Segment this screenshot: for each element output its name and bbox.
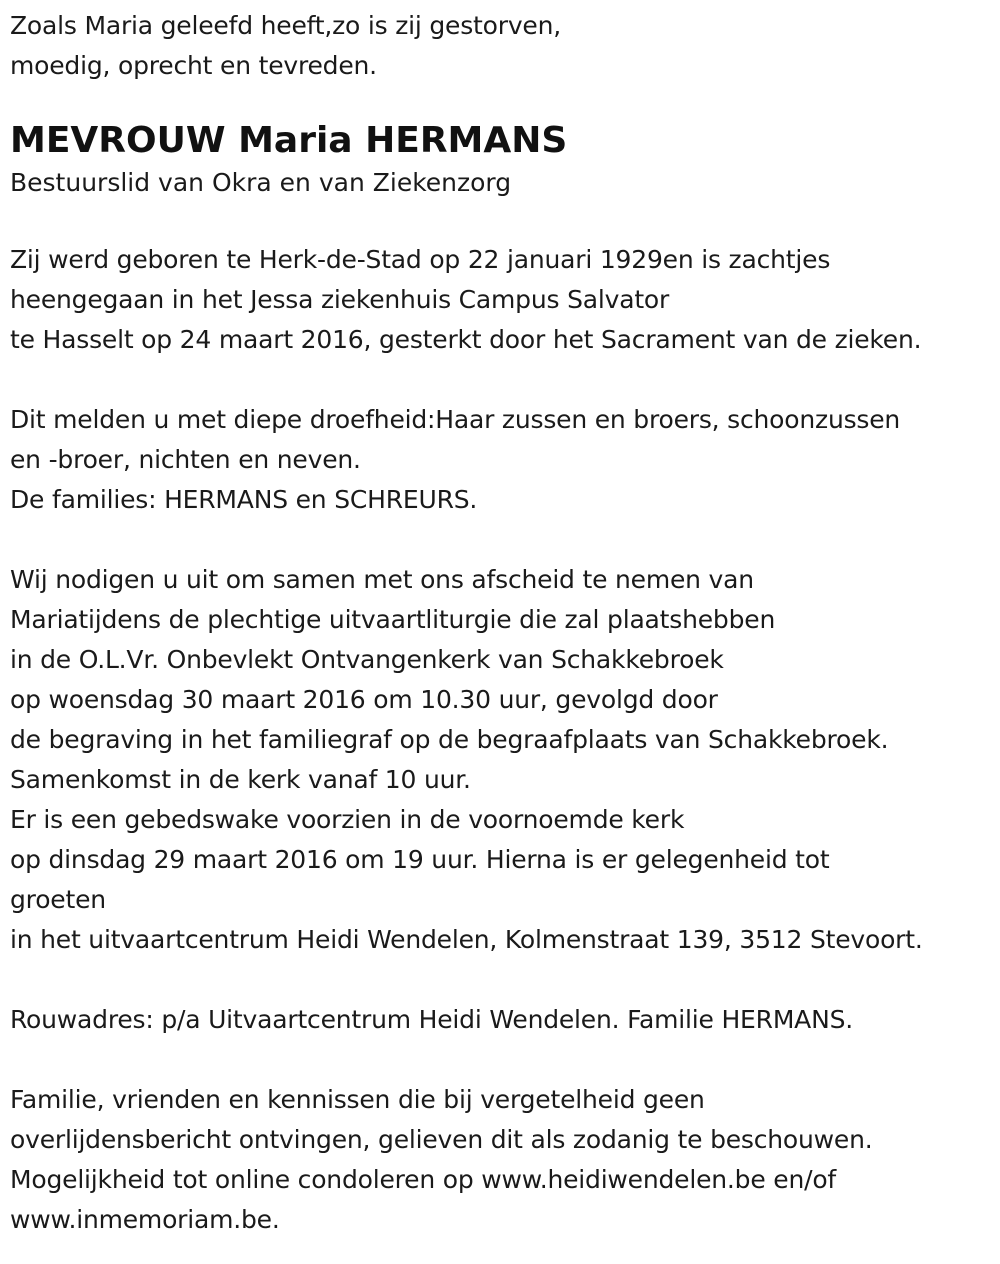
- mourners-line: en -broer, nichten en neven.: [10, 445, 361, 474]
- motto-line: moedig, oprecht en tevreden.: [10, 51, 377, 80]
- ceremony-line: Samenkomst in de kerk vanaf 10 uur.: [10, 765, 471, 794]
- ceremony-line: in het uitvaartcentrum Heidi Wendelen, Kolmenstraat 139, 3512 Stevoort.: [10, 925, 923, 954]
- closing-line: www.inmemoriam.be.: [10, 1205, 280, 1234]
- closing-line: Familie, vrienden en kennissen die bij vergetelheid geen: [10, 1085, 705, 1114]
- ceremony-line: op woensdag 30 maart 2016 om 10.30 uur, gevolgd door: [10, 685, 718, 714]
- paragraph-gap: [10, 200, 995, 240]
- paragraph-gap: [10, 520, 995, 560]
- mourners-line: Dit melden u met diepe droefheid:Haar zussen en broers, schoonzussen: [10, 405, 901, 434]
- paragraph-gap: [10, 360, 995, 400]
- paragraph-gap: [10, 960, 995, 1000]
- motto-section: [10, 6, 995, 86]
- motto-line: Zoals Maria geleefd heeft,zo is zij gestorven,: [10, 11, 561, 40]
- closing-section: [10, 1080, 995, 1240]
- closing-line: Mogelijkheid tot online condoleren op www.heidiwendelen.be en/of: [10, 1165, 837, 1194]
- birth-line: te Hasselt op 24 maart 2016, gesterkt door het Sacrament van de zieken.: [10, 325, 922, 354]
- ceremony-line: de begraving in het familiegraf op de begraafplaats van Schakkebroek.: [10, 725, 889, 754]
- ceremony-line: Er is een gebedswake voorzien in de voornoemde kerk: [10, 805, 685, 834]
- ceremony-line: in de O.L.Vr. Onbevlekt Ontvangenkerk van Schakkebroek: [10, 645, 724, 674]
- ceremony-section: [10, 560, 995, 960]
- ceremony-line: op dinsdag 29 maart 2016 om 19 uur. Hierna is er gelegenheid tot: [10, 845, 830, 874]
- birth-line: Zij werd geboren te Herk-de-Stad op 22 januari 1929en is zachtjes: [10, 245, 831, 274]
- birth-line: heengegaan in het Jessa ziekenhuis Campus Salvator: [10, 285, 670, 314]
- ceremony-line: groeten: [10, 885, 106, 914]
- address-section: [10, 1000, 995, 1040]
- ceremony-line: Mariatijdens de plechtige uitvaartliturgie die zal plaatshebben: [10, 605, 776, 634]
- deceased-name-title: MEVROUW Maria HERMANS: [10, 120, 568, 161]
- paragraph-gap: [10, 1040, 995, 1080]
- mourners-section: [10, 400, 995, 520]
- ceremony-line: Wij nodigen u uit om samen met ons afscheid te nemen van: [10, 565, 754, 594]
- birth-section: [10, 240, 995, 360]
- deceased-role-subtitle: Bestuurslid van Okra en van Ziekenzorg: [10, 168, 512, 197]
- address-line: Rouwadres: p/a Uitvaartcentrum Heidi Wendelen. Familie HERMANS.: [10, 1005, 854, 1034]
- mourners-line: De families: HERMANS en SCHREURS.: [10, 485, 478, 514]
- obituary-notice: [10, 6, 995, 1240]
- closing-line: overlijdensbericht ontvingen, gelieven dit als zodanig te beschouwen.: [10, 1125, 873, 1154]
